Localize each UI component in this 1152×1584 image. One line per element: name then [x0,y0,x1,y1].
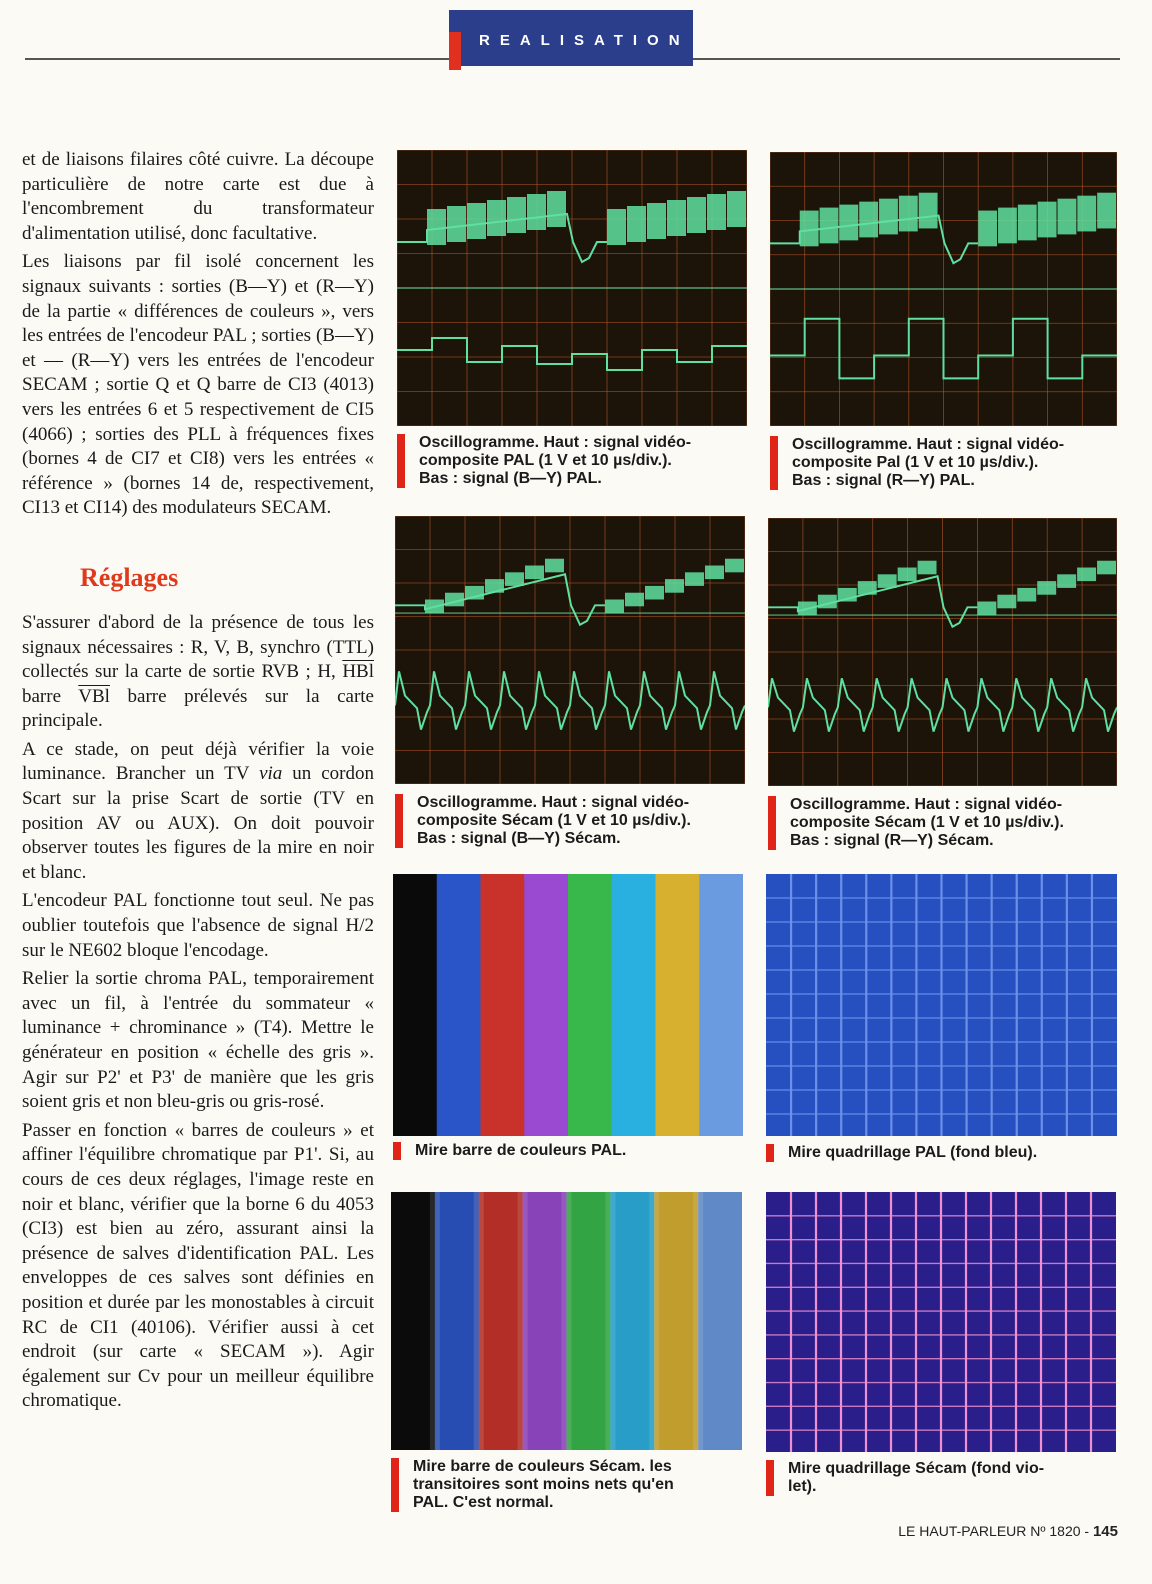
paragraph: et de liaisons filaires côté cuivre. La découpe particulière de notre carte est due à l'encombrement du transformateur d'alimentation utilisé, donc facultative. [22,149,374,244]
colorbars-secam-photo [391,1192,742,1450]
caption-bars-pal: Mire barre de couleurs PAL. [393,1142,765,1160]
paragraph-stage: A ce stade, on peut déjà vérifier la voie luminance. Brancher un TV via un cordon Scart sur la prise Scart de sortie (TV en position AV ou AUX). On doit pouvoir observer toutes les figures de la mire en noir et blanc. [22,738,374,883]
oscillogram-secam-by [395,516,745,784]
colorbars-pal-photo [393,874,743,1136]
caption-osc-pal-ry: Oscillogramme. Haut : signal vidéo- composite Pal (1 V et 10 µs/div.). Bas : signal (R—Y) PAL. [770,436,1142,490]
caption-osc-secam-ry: Oscillogramme. Haut : signal vidéo- composite Sécam (1 V et 10 µs/div.). Bas : signal (R—Y) Sécam. [768,796,1140,850]
article-column [22,148,374,1418]
oscillogram-secam-ry [768,518,1117,786]
hbl-overline: $\overline{HBl}$ [342,661,374,683]
paragraph: Les liaisons par fil isolé concernent les signaux suivants : sorties (B—Y) et (R—Y) de la partie « différences de couleurs », vers les entrées de l'encodeur PAL ; sorties (B—Y) et — (R—Y) vers les entrées de l'encodeur SECAM ; sortie Q et Q barre de CI3 (4013) vers les entrées 6 et 5 respectivement de CI5 (4066) ; sorties des PLL à fréquences fixes (bornes 4 de CI7 et CI8) vers les entrées « référence » (bornes 14 de, respectivement, CI13 et CI14) des modulateurs SECAM. [22,251,374,519]
section-label: REALISATION [479,32,690,49]
oscillogram-pal-by [397,150,747,426]
caption-grid-pal: Mire quadrillage PAL (fond bleu). [766,1144,1138,1162]
caption-osc-secam-by: Oscillogramme. Haut : signal vidéo- composite Sécam (1 V et 10 µs/div.). Bas : signal (B—Y) Sécam. [395,794,767,848]
paragraph: Relier la sortie chroma PAL, temporairement avec un fil, à l'entrée du sommateur « luminance + chrominance » (T4). Mettre le générateur en position « échelle des gris ». Agir sur P2' et P3' de manière que les gris soient gris et non bleu-gris ou gris-rosé. [22,968,374,1113]
page-footer: LE HAUT-PARLEUR Nº 1820 - 145 [898,1523,1118,1540]
caption-bars-secam: Mire barre de couleurs Sécam. les transitoires sont moins nets qu'en PAL. C'est normal. [391,1458,763,1512]
grid-pal-photo [766,874,1117,1136]
vbl-overline: $\overline{VBl}$ [78,685,110,707]
oscillogram-pal-ry [770,152,1117,426]
grid-secam-photo [766,1192,1116,1452]
paragraph: Passer en fonction « barres de couleurs » et affiner l'équilibre chromatique par P1'. Si, au cours de ces deux réglages, l'image reste en noir et blanc, vérifier que la borne 6 du 4053 (CI3) est bien au zéro, assurant ainsi la présence de salves d'identification PAL. Les enveloppes de ces salves sont définies en position et durée par les monostables à circuit RC de CI1 (40106). Vérifier aussi à cet endroit (sur carte « SECAM »). Agir également sur Cv pour un meilleur équilibre chromatique. [22,1119,374,1412]
caption-grid-secam: Mire quadrillage Sécam (fond vio- let). [766,1460,1138,1496]
section-badge [449,10,693,66]
paragraph: L'encodeur PAL fonctionne tout seul. Ne pas oublier toutefois que l'absence de signal H/2 sur le NE602 bloque l'encodage. [22,890,374,961]
section-heading: Réglages [80,562,179,592]
badge-red-tab [449,32,461,70]
page-number: 145 [1092,1523,1118,1540]
caption-osc-pal-by: Oscillogramme. Haut : signal vidéo- composite PAL (1 V et 10 µs/div.). Bas : signal (B—Y) PAL. [397,434,769,488]
paragraph-signals: S'assurer d'abord de la présence de tous les signaux nécessaires : R, V, B, synchro (TTL) collectés sur la carte de sortie RVB ; H, $\overline{HBl}$ barre $\overline{VBl}$ barre prélevés sur la carte principale. [22,611,374,732]
